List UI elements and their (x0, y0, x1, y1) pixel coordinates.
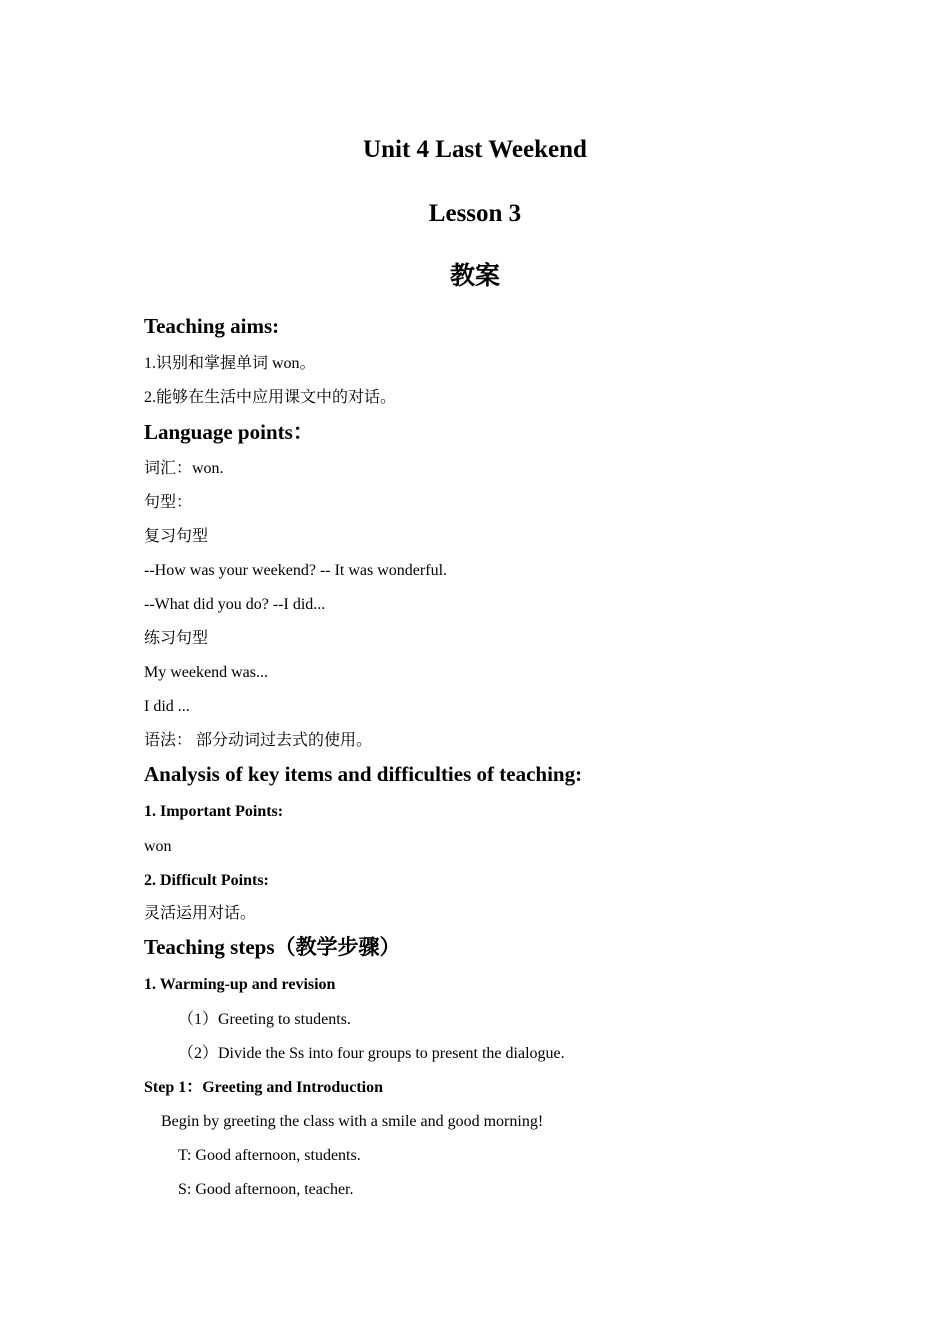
dialog-student-line: S: Good afternoon, teacher. (178, 1181, 354, 1198)
practice-pattern-label: 练习句型 (144, 630, 209, 647)
language-points-heading: Language points： (144, 420, 314, 444)
warmup-item-1: （1）Greeting to students. (178, 1011, 351, 1028)
practice-pattern-2: I did ... (144, 698, 190, 715)
important-points-heading: 1. Important Points: (144, 803, 284, 820)
document-type: 教案 (449, 263, 500, 290)
step1-heading: Step 1：Greeting and Introduction (144, 1079, 383, 1096)
difficult-points-heading: 2. Difficult Points: (144, 872, 269, 889)
teaching-aims-heading: Teaching aims: (144, 314, 280, 338)
review-pattern-1: --How was your weekend? -- It was wonderful. (144, 562, 448, 579)
aim-item-1: 1.识别和掌握单词 won。 (144, 355, 316, 372)
vocabulary-line: 词汇：won. (144, 460, 224, 477)
warmup-heading: 1. Warming-up and revision (144, 976, 336, 993)
aim-item-2: 2.能够在生活中应用课文中的对话。 (144, 389, 397, 406)
analysis-heading: Analysis of key items and difficulties of teaching: (144, 762, 583, 786)
sentence-pattern-label: 句型： (144, 494, 193, 511)
document-title: Unit 4 Last Weekend (363, 136, 587, 163)
grammar-line: 语法： 部分动词过去式的使用。 (144, 732, 373, 749)
difficult-points-text: 灵活运用对话。 (144, 905, 257, 922)
review-pattern-2: --What did you do? --I did... (144, 596, 326, 613)
teaching-steps-heading: Teaching steps（教学步骤） (144, 935, 401, 959)
review-pattern-label: 复习句型 (144, 528, 209, 545)
step1-text: Begin by greeting the class with a smile and good morning! (161, 1113, 544, 1130)
dialog-teacher-line: T: Good afternoon, students. (178, 1147, 361, 1164)
important-points-text: won (144, 838, 172, 855)
practice-pattern-1: My weekend was... (144, 664, 268, 681)
lesson-title: Lesson 3 (428, 200, 522, 227)
warmup-item-2: （2）Divide the Ss into four groups to present the dialogue. (178, 1045, 565, 1062)
